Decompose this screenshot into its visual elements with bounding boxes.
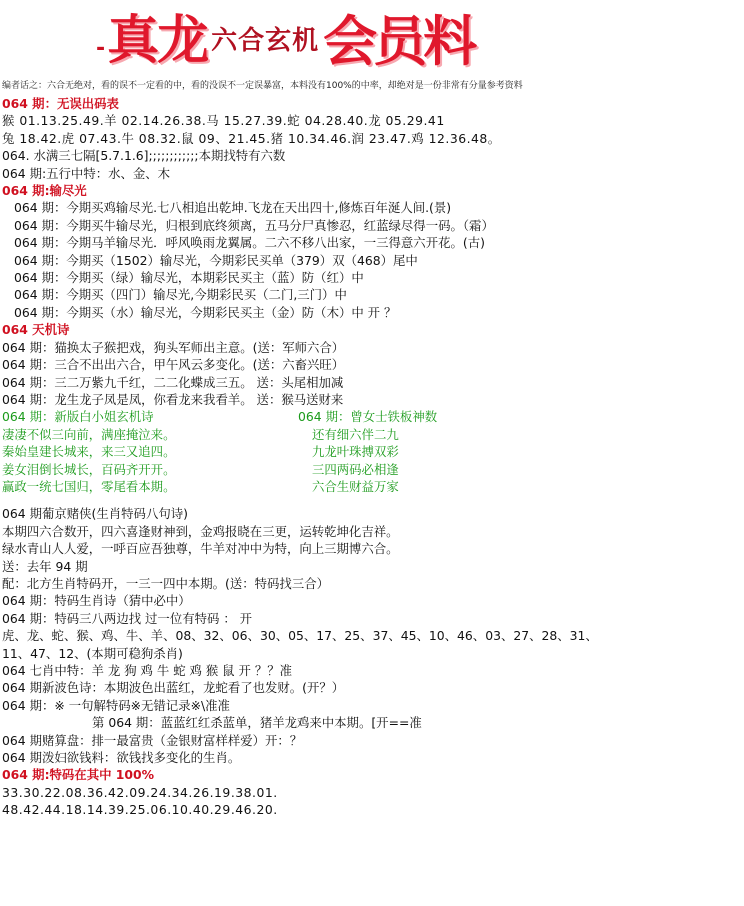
- list-item: 064 期：今期买（绿）输尽光，本期彩民买主（蓝）防（红）中: [14, 270, 364, 286]
- disclaimer: 编者话之：六合无绝对，看的误不一定看的中，看的没误不一定误暴富，本料没有100%的中率，却绝对是一份非常有分量参考资料: [2, 81, 523, 91]
- spacer: [2, 495, 742, 505]
- poem-column-left: [2, 408, 302, 495]
- list-item: 064 期赌算盘：排一最富贵（金银财富样样爱）开：？: [2, 732, 303, 748]
- list-item: 064 期：今期马羊输尽光．呼风唤雨龙翼属。二六不移八出家，一三得意六开花。(古): [14, 235, 485, 251]
- list-item: 064 期：龙生龙子凤是凤，你看龙来我看羊。 送：猴马送财来: [2, 391, 344, 407]
- list-item: 064 期：今期买牛输尽光，归根到底终须离，五马分尸真惨忍，红蓝绿尽得一码。（霜）: [14, 217, 494, 233]
- section-title-poem: 064 天机诗: [2, 322, 70, 338]
- banner-title-sub: 六合玄机: [211, 26, 320, 56]
- list-item: 本期四六合数开，四六喜逢财神到，金鸡报晓在三更，运转乾坤化吉祥。: [2, 523, 399, 539]
- content: [2, 95, 742, 819]
- banner-dash: -: [96, 35, 106, 61]
- column-title: 064 期：新版白小姐玄机诗: [2, 409, 154, 425]
- text-line: 064 期:五行中特：水、金、木: [2, 165, 171, 181]
- list-item: 064 期：猫换太子猴把戏，狗头军师出主意。(送：军师六合）: [2, 339, 345, 355]
- list-item: 六合生财益万家: [312, 478, 399, 494]
- banner-title-main: 真龙: [107, 10, 208, 71]
- list-item: 064 期泼妇欲钱料：欲钱找多变化的生肖。: [2, 750, 241, 765]
- code-table-row: 猴 01.13.25.49.羊 02.14.26.38.马 15.27.39.蛇 04.28.40.龙 05.29.41: [2, 113, 445, 129]
- list-item: 064 期：今期买（四门）输尽光,今期彩民买（二门,三门）中: [14, 287, 347, 303]
- code-table-row: 兔 18.42.虎 07.43.牛 08.32.鼠 09、21.45.猪 10.34.46.润 23.47.鸡 12.36.48。: [2, 130, 501, 146]
- banner-title-end: 会员料: [323, 9, 474, 73]
- list-item: 064 期葡京赌侠(生肖特码八句诗): [2, 506, 188, 522]
- number-row: 48.42.44.18.14.39.25.06.10.40.29.46.20.: [2, 802, 278, 818]
- list-item: 064 七肖中特：羊 龙 狗 鸡 牛 蛇 鸡 猴 鼠 开 ？？准: [2, 662, 293, 678]
- number-row: 33.30.22.08.36.42.09.24.34.26.19.38.01.: [2, 784, 278, 800]
- list-item: 虎、龙、蛇、猴、鸡、牛、羊、08、32、06、30、05、17、25、37、45、10、46、03、27、28、31、: [2, 628, 598, 644]
- header-banner: [96, 6, 526, 76]
- list-item: 九龙叶珠搏双彩: [312, 444, 399, 460]
- section-title-lose-all: 064 期:输尽光: [2, 183, 87, 199]
- column-title: 064 期：曾女士铁板神数: [298, 409, 438, 425]
- list-item: 秦始皇建长城来，来三又追四。: [2, 444, 176, 460]
- list-item: 064 期：今期买（水）输尽光，今期彩民买主（金）防（木）中 开 ？: [14, 304, 397, 320]
- list-item: 064 期：特码生肖诗（猜中必中）: [2, 593, 191, 609]
- list-item: 凄凄不似三向前，满座掩泣来。: [2, 426, 176, 442]
- two-column-poems: [2, 408, 742, 495]
- list-item: 064 期：※ 一句解特码※无错记录※\准准: [2, 697, 230, 713]
- section-title-special-code: 064 期:特码在其中 100%: [2, 767, 155, 783]
- list-item: 11、47、12、(本期可稳狗杀肖): [2, 645, 183, 661]
- list-item: 姜女泪倒长城长，百码齐开开。: [2, 461, 176, 477]
- list-item: 三四两码必相逢: [312, 461, 399, 477]
- poem-column-right: [298, 408, 598, 495]
- list-item: 送：去年 94 期: [2, 558, 88, 574]
- list-item: 064 期：三二万紫九千红，二二化蝶成三五。 送：头尾相加减: [2, 374, 344, 390]
- list-item: 064 期：三合不出出六合，甲午风云多变化。(送：六畜兴旺）: [2, 357, 345, 373]
- list-item: 绿水青山人人爱，一呼百应吾独尊，牛羊对冲中为特，向上三期博六合。: [2, 541, 399, 557]
- list-item: 064 期新波色诗：本期波色出蓝红，龙蛇看了也发财。(开？）: [2, 680, 345, 696]
- list-item: 第 064 期：蓝蓝红红杀蓝单，猪羊龙鸡来中本期。[开==准: [92, 715, 422, 731]
- section-title-code-table: 064 期：无误出码表: [2, 96, 119, 111]
- list-item: 还有细六伴二九: [312, 426, 399, 442]
- list-item: 赢政一统七国归，零尾看本期。: [2, 478, 176, 494]
- list-item: 配：北方生肖特码开，一三一四中本期。(送：特码找三合）: [2, 575, 329, 591]
- list-item: 064 期：今期买（1502）输尽光，今期彩民买单（379）双（468）尾中: [14, 252, 418, 268]
- list-item: 064 期：特码三八两边找 过一位有特码 ： 开: [2, 610, 253, 626]
- list-item: 064 期：今期买鸡输尽光.七八相追出乾坤.飞龙在天出四十,修炼百年涎人间.(景): [14, 200, 452, 216]
- text-line: 064. 水满三七隔[5.7.1.6];;;;;;;;;;;;本期找特有六数: [2, 148, 286, 164]
